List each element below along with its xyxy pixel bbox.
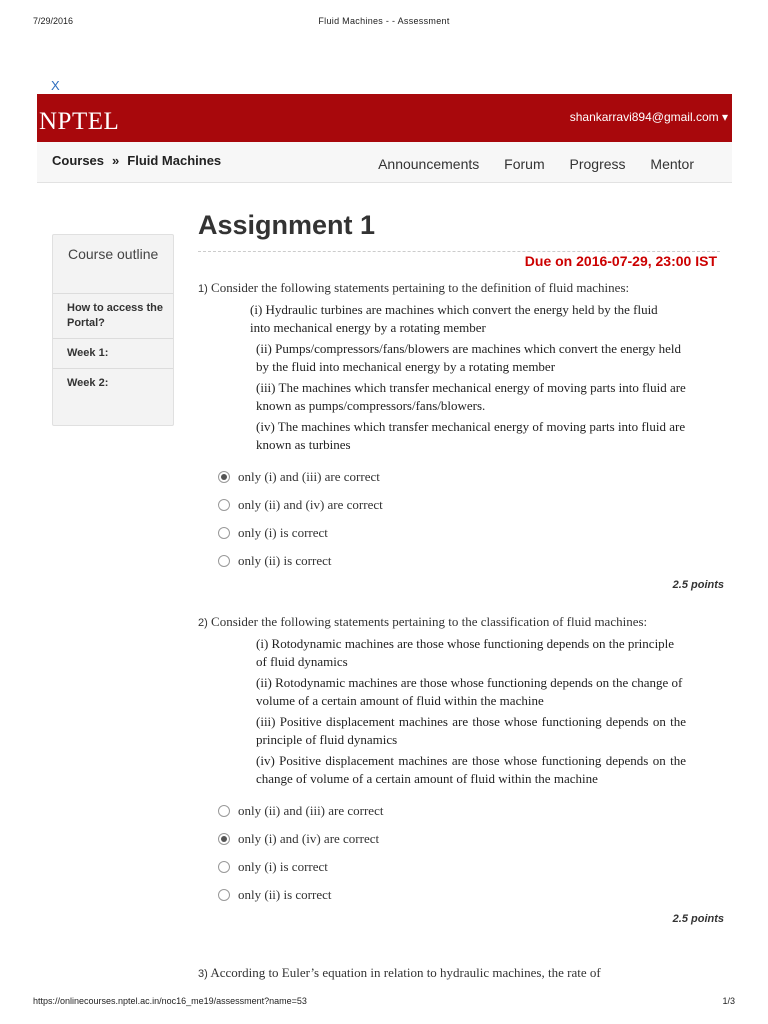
question-3 [198,965,726,982]
radio-button[interactable] [218,805,230,817]
answer-option[interactable] [218,547,726,575]
question-text [198,280,726,297]
sidebar-title: Course outline [68,246,159,262]
radio-button[interactable] [218,499,230,511]
answer-option[interactable] [218,881,726,909]
question-prompt: According to Euler’s equation in relation to hydraulic machines, the rate of [210,965,601,980]
question-1 [198,280,726,591]
statement: (i) Hydraulic turbines are machines which convert the energy held by the fluid into mechanical energy by a rotating member [250,302,658,335]
nav-forum[interactable]: Forum [504,156,545,172]
user-menu[interactable]: shankarravi894@gmail.com ▾ [569,110,728,124]
sidebar-item-week-1[interactable]: Week 1: [53,338,173,368]
print-url: https://onlinecourses.nptel.ac.in/noc16_me19/assessment?name=53 [33,996,307,1006]
question-2 [198,614,726,925]
option-label: only (i) is correct [238,525,328,540]
option-label: only (ii) is correct [238,887,332,902]
answer-option[interactable] [218,853,726,881]
title-divider [198,251,720,252]
radio-button[interactable] [218,527,230,539]
print-date: 7/29/2016 [33,16,74,26]
answer-option[interactable] [218,519,726,547]
course-navbar [37,142,732,183]
course-nav-links [357,156,694,172]
print-title: Fluid Machines - - Assessment [318,16,450,26]
option-label: only (ii) and (iii) are correct [238,803,384,818]
nptel-logo[interactable]: NPTEL [39,108,120,135]
statement: (ii) Rotodynamic machines are those whose functioning depends on the change of volume of a certain amount of fluid within the machine [256,675,683,708]
sidebar-item-week-2[interactable]: Week 2: [53,368,173,398]
breadcrumb-current[interactable]: Fluid Machines [127,153,222,168]
question-number: 1) [198,283,208,295]
nav-announcements[interactable]: Announcements [378,156,480,172]
page-title: Assignment 1 [198,210,376,240]
option-label: only (i) is correct [238,859,328,874]
question-points: 2.5 points [672,579,724,591]
statement: (i) Rotodynamic machines are those whose functioning depends on the principle of fluid dynamics [256,636,675,669]
question-text [198,614,726,631]
radio-button[interactable] [218,555,230,567]
radio-button[interactable] [218,861,230,873]
radio-button[interactable] [218,889,230,901]
radio-button-selected[interactable] [218,471,230,483]
statement: (iv) Positive displacement machines are those whose functioning depends on the change of volume of a certain amount of fluid within the machine [256,753,686,786]
question-text [198,965,726,982]
nav-mentor[interactable]: Mentor [650,156,694,172]
question-prompt: Consider the following statements pertaining to the definition of fluid machines: [211,280,630,295]
sidebar-list [53,293,173,398]
statement: (ii) Pumps/compressors/fans/blowers are machines which convert the energy held by the fluid into mechanical energy by a rotating member [256,341,682,374]
breadcrumb-courses[interactable]: Courses [52,153,105,168]
option-label: only (ii) is correct [238,553,332,568]
radio-button-selected[interactable] [218,833,230,845]
question-number: 3) [198,968,208,980]
answer-option[interactable] [218,463,726,491]
course-outline-sidebar [52,234,174,426]
answer-options [218,797,726,909]
nav-progress[interactable]: Progress [569,156,626,172]
option-label: only (i) and (iii) are correct [238,469,380,484]
answer-options [218,463,726,575]
statement: (iii) Positive displacement machines are those whose functioning depends on the principle of fluid dynamics [256,714,686,747]
question-prompt: Consider the following statements pertaining to the classification of fluid machines: [211,614,648,629]
top-header-bar [37,94,732,142]
statement: (iii) The machines which transfer mechanical energy of moving parts into fluid are known as pumps/compressors/fans/blowers. [256,380,686,413]
option-label: only (ii) and (iv) are correct [238,497,383,512]
statement: (iv) The machines which transfer mechanical energy of moving parts into fluid are known as turbines [256,419,686,452]
answer-option[interactable] [218,797,726,825]
breadcrumb-separator: » [112,153,120,168]
answer-option[interactable] [218,825,726,853]
page-number: 1/3 [722,996,735,1006]
due-date: Due on 2016-07-29, 23:00 IST [524,253,717,269]
answer-option[interactable] [218,491,726,519]
close-icon[interactable]: X [51,78,60,93]
breadcrumb [52,153,221,168]
question-number: 2) [198,617,208,629]
option-label: only (i) and (iv) are correct [238,831,380,846]
question-points: 2.5 points [672,913,724,925]
sidebar-item-portal[interactable]: How to access the Portal? [53,293,173,338]
